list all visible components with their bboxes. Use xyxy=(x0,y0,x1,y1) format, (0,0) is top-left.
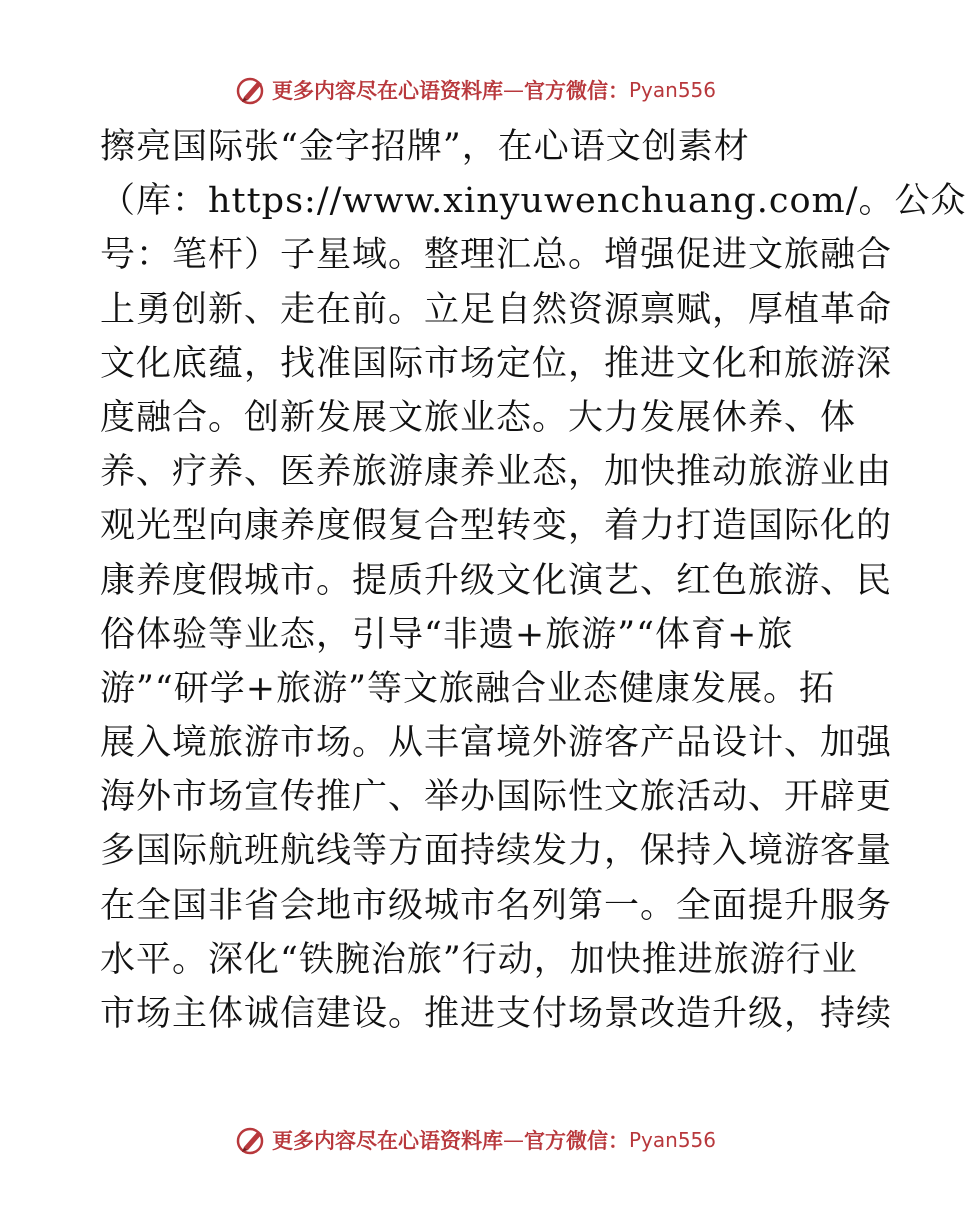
body-line: 海外市场宣传推广、举办国际性文旅活动、开辟更 xyxy=(100,777,893,818)
document-body xyxy=(100,120,967,1041)
body-line: 擦亮国际张“金字招牌”，在心语文创素材 xyxy=(100,127,750,167)
body-line: 康养度假城市。提质升级文化演艺、红色旅游、民 xyxy=(100,560,893,601)
header-contact-id: Pyan556 xyxy=(628,78,716,102)
footer-contact-label: 官方微信： xyxy=(523,1128,629,1153)
footer-banner-separator: — xyxy=(502,1128,524,1152)
body-line: 俗体验等业态，引导“非遗+旅游”“体育+旅 xyxy=(100,614,794,655)
footer-banner-text: 更多内容尽在心语资料库 xyxy=(271,1128,503,1153)
header-watermark-banner xyxy=(0,70,950,110)
header-banner-separator: — xyxy=(502,78,524,102)
footer-watermark-banner xyxy=(0,1120,950,1160)
body-line: 市场主体诚信建设。推进支付场景改造升级，持续 xyxy=(100,994,893,1034)
body-line: 养、疗养、医养旅游康养业态，加快推动旅游业由 xyxy=(100,452,893,493)
pen-logo-icon xyxy=(234,1123,268,1157)
body-line: 水平。深化“铁腕治旅”行动，加快推进旅游行业 xyxy=(100,939,858,980)
body-line: 文化底蕴，找准国际市场定位，推进文化和旅游深 xyxy=(100,343,893,384)
body-line: 游”“研学+旅游”等文旅融合业态健康发展。拓 xyxy=(100,668,836,709)
body-line: 展入境旅游市场。从丰富境外游客产品设计、加强 xyxy=(100,723,893,764)
body-line: （库：https://www.xinyuwenchuang.com/。公众 xyxy=(100,181,967,222)
footer-contact-id: Pyan556 xyxy=(628,1128,716,1152)
body-line: 多国际航班航线等方面持续发力，保持入境游客量 xyxy=(100,831,893,872)
body-line: 号：笔杆）子星域。整理汇总。增强促进文旅融合 xyxy=(100,235,893,276)
header-contact-label: 官方微信： xyxy=(523,78,629,103)
pen-logo-icon xyxy=(234,73,268,107)
body-line: 度融合。创新发展文旅业态。大力发展休养、体 xyxy=(100,397,857,438)
body-line: 观光型向康养度假复合型转变，着力打造国际化的 xyxy=(100,506,893,547)
body-line: 上勇创新、走在前。立足自然资源禀赋，厚植革命 xyxy=(100,289,893,330)
header-banner-text: 更多内容尽在心语资料库 xyxy=(271,78,503,103)
body-line: 在全国非省会地市级城市名列第一。全面提升服务 xyxy=(100,885,893,926)
